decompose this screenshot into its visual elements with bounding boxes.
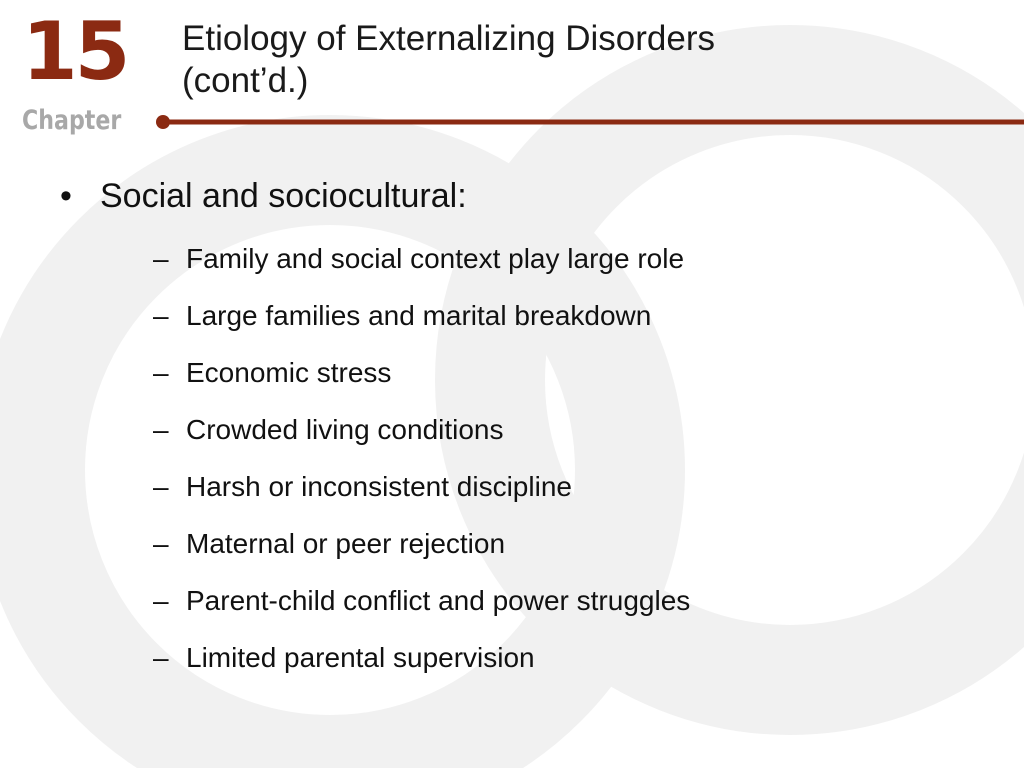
- sub-bullet: [153, 230, 980, 287]
- sub-bullet-text: Large families and marital breakdown: [186, 300, 652, 331]
- sub-bullet: [153, 515, 980, 572]
- dash-icon: –: [153, 243, 169, 274]
- title-rule: [156, 115, 1024, 129]
- dash-icon: –: [153, 414, 169, 445]
- main-bullet-text: Social and sociocultural:: [100, 177, 467, 215]
- sub-bullet: [153, 629, 980, 686]
- title-rule-line: [163, 120, 1024, 125]
- sub-bullet: [153, 344, 980, 401]
- dash-icon: –: [153, 585, 169, 616]
- sub-bullet-list: [100, 230, 980, 686]
- sub-bullet-text: Maternal or peer rejection: [186, 528, 506, 559]
- sub-bullet: [153, 287, 980, 344]
- sub-bullet-text: Limited parental supervision: [186, 642, 535, 673]
- chapter-number: 15: [22, 5, 128, 98]
- slide-title-line-2: (cont’d.): [182, 61, 309, 100]
- sub-bullet-text: Parent-child conflict and power struggles: [186, 585, 691, 616]
- sub-bullet-text: Harsh or inconsistent discipline: [186, 471, 572, 502]
- sub-bullet-text: Economic stress: [186, 357, 392, 388]
- bullet-icon: •: [60, 177, 72, 215]
- sub-bullet-text: Family and social context play large role: [186, 243, 685, 274]
- bullet-list: [60, 172, 980, 686]
- sub-bullet-text: Crowded living conditions: [186, 414, 504, 445]
- slide-title: [182, 18, 982, 102]
- dash-icon: –: [153, 471, 169, 502]
- sub-bullet: [153, 458, 980, 515]
- dash-icon: –: [153, 357, 169, 388]
- chapter-label: Chapter: [22, 105, 122, 136]
- sub-bullet: [153, 401, 980, 458]
- dash-icon: –: [153, 642, 169, 673]
- dash-icon: –: [153, 528, 169, 559]
- sub-bullet: [153, 572, 980, 629]
- slide-title-line-1: Etiology of Externalizing Disorders: [182, 19, 716, 58]
- main-bullet: [60, 172, 980, 686]
- dash-icon: –: [153, 300, 169, 331]
